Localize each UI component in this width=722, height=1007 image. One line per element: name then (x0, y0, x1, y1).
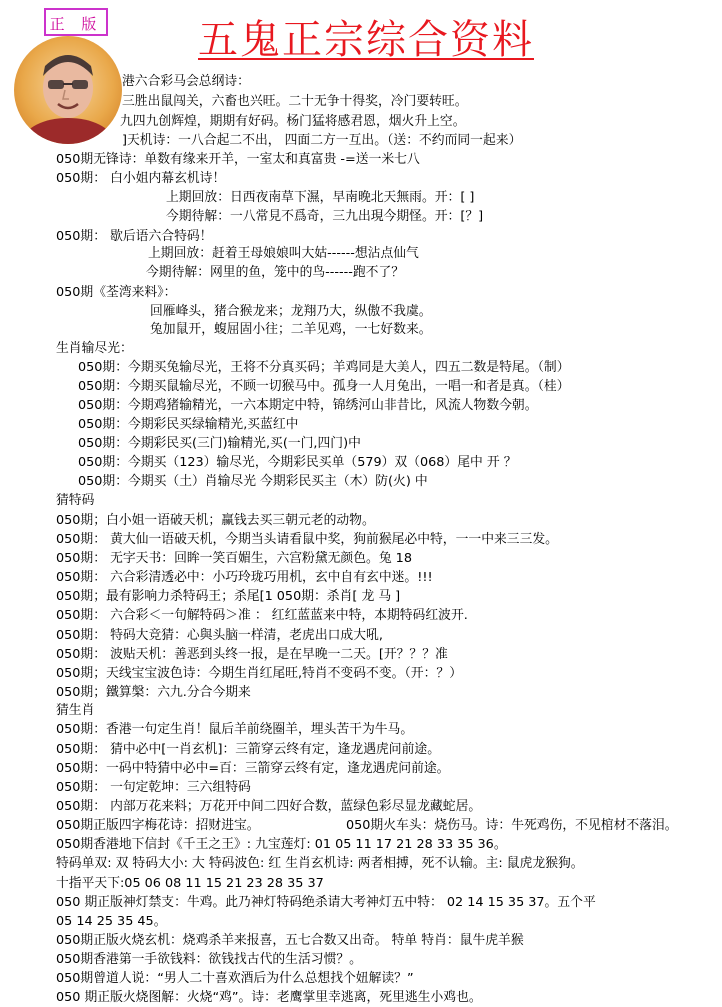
text-line: 猜特码 (56, 493, 95, 508)
text-line: 050期：香港一句定生肖！鼠后羊前绕圈羊，埋头苦干为牛马。 (56, 722, 414, 737)
text-line: 十指平天下:05 06 08 11 15 21 23 28 35 37 (56, 876, 324, 891)
text-line: 兔加鼠开，蝮屈固小往；二羊见鸡，一七好数来。 (150, 322, 432, 337)
text-line: 050期： 白小姐内幕玄机诗！ (56, 171, 226, 186)
text-line: 050期香港第一手欲钱料：欲钱找古代的生活习惯？。 (56, 952, 362, 967)
text-line: 今期待解：一八常見不爲奇，三九出現今期怪。开：[？] (166, 209, 484, 224)
text-line: 生肖输尽光： (56, 341, 133, 356)
text-line: 050期香港地下信封《千王之王》: 九宝莲灯: 01 05 11 17 21 28 33 35 36。 (56, 837, 507, 852)
text-line: 050期正版火烧玄机：烧鸡杀羊来报喜，五七合数又出奇。 特单 特肖：鼠牛虎羊猴 (56, 933, 524, 948)
text-line: 050期： 波贴天机：善恶到头终一报，是在早晚一二天。[开？？？准 (56, 647, 448, 662)
text-line: 三胜出鼠闯关，六畜也兴旺。二十无争十得奖，冷门要转旺。 (122, 94, 468, 109)
text-line: 050期：今期买鼠输尽光，不顾一切猴马中。孤身一人月兔出，一唱一和者是真。（桂） (78, 379, 570, 394)
edition-badge: 正 版 (44, 8, 108, 36)
text-line: 050期；最有影响力杀特码王；杀尾[1 050期：杀肖[ 龙 马 ] (56, 589, 401, 604)
portrait-avatar (14, 36, 122, 144)
text-line: 050期： 一句定乾坤：三六组特码 (56, 780, 251, 795)
text-line: 050期： 特码大竞猜：心與头脑一样清，老虎出口成大吼, (56, 628, 383, 643)
text-line: 050期；白小姐一语破天机；赢钱去买三朝元老的动物。 (56, 513, 375, 528)
text-line: 050期： 内部万花来料；万花开中间二四好合数，蓝绿色彩尽显龙藏蛇居。 (56, 799, 482, 814)
text-line: 特码单双: 双 特码大小: 大 特码波色: 红 生肖玄机诗: 两者相搏，死不认输。主: 鼠虎龙猴狗。 (56, 856, 584, 871)
text-line: 050期： 黄大仙一语破天机，今期当头请看鼠中奖，狗前猴尾必中特，一一中来三三发。 (56, 532, 558, 547)
text-line: 050期无锋诗：单数有缘来开羊，一室太和真富贵 -=送一米七八 (56, 152, 420, 167)
text-line: 上期回放：日西夜南草下濕，早南晚北天無雨。开：[ ] (166, 190, 475, 205)
text-line: 05 14 25 35 45。 (56, 914, 167, 929)
text-line: 上期回放：赶着王母娘娘叫大姑------想沾点仙气 (148, 246, 419, 261)
text-line: 050期：一码中特猜中必中=百：三箭穿云终有定，逢龙遇虎问前途。 (56, 761, 450, 776)
text-line: 050期：今期鸡猪输精光，一六本期定中特，锦绣河山非昔比，风流人物数今朝。 (78, 398, 538, 413)
text-line: 050期；天线宝宝波色诗：今期生肖红尾旺,特肖不变码不变。（开：？） (56, 666, 462, 681)
text-line: 050期： 无字天书：回眸一笑百媚生，六宫粉黛无颜色。兔 18 (56, 551, 412, 566)
text-line: 050期： 歇后语六合特码！ (56, 229, 213, 244)
text-line: 050期火车头：烧伤马。诗：牛死鸡伤，不见棺材不落泪。 (346, 818, 678, 833)
text-line: 猜生肖 (56, 703, 95, 718)
text-line: 050期：今期买（土）肖输尽光 今期彩民买主（木）防(火) 中 (78, 474, 428, 489)
text-line: 050期；鐵算槃：六九.分合今期来 (56, 685, 251, 700)
text-line: 050期：今期买兔输尽光，王将不分真买码；羊鸡同是大美人，四五二数是特尾。（制） (78, 360, 570, 375)
text-line: 050期：今期彩民买绿输精光,买蓝红中 (78, 417, 299, 432)
text-line: ]天机诗：一八合起二不出， 四面二方一互出。（送：不约而同一起来） (122, 133, 522, 148)
text-line: 050期： 六合彩＜一句解特码＞准 ： 红红蓝蓝来中特，本期特码红波开. (56, 608, 468, 623)
text-line: 港六合彩马会总纲诗： (122, 74, 250, 89)
text-line: 050期正版四字梅花诗：招财进宝。 (56, 818, 260, 833)
text-line: 回雁峰头，猪合猴龙来；龙翔乃大，纵傲不我虞。 (150, 304, 432, 319)
text-line: 050 期正版火烧图解：火烧“鸡”。诗：老鹰掌里幸逃离，死里逃生小鸡也。 (56, 990, 482, 1005)
text-line: 050期：今期彩民买(三门)输精光,买(一门,四门)中 (78, 436, 361, 451)
text-line: 050期： 六合彩清透必中：小巧玲珑巧用机，玄中自有玄中迷。!!! (56, 570, 433, 585)
text-line: 050期：今期买（123）输尽光，今期彩民买单（579）双（068）尾中 开 ？ (78, 455, 517, 470)
text-line: 050期： 猜中必中[一肖玄机]：三箭穿云终有定，逢龙遇虎问前途。 (56, 742, 440, 757)
text-line: 050 期正版神灯禁支：牛鸡。此乃神灯特码绝杀请大考神灯五中特： 02 14 15 35 37。五个平 (56, 895, 596, 910)
page-title: 五鬼正宗综合资料 (198, 17, 534, 63)
text-line: 050期《荃湾来料》： (56, 285, 177, 300)
text-line: 九四九创辉煌，期期有好码。杨门猛将感君恩，烟火升上空。 (120, 114, 466, 129)
text-line: 今期待解：网里的鱼，笼中的鸟------跑不了？ (146, 265, 405, 280)
text-line: 050期曾道人说：“男人二十喜欢酒后为什么总想找个妞解读？” (56, 971, 414, 986)
portrait-image (14, 36, 122, 144)
